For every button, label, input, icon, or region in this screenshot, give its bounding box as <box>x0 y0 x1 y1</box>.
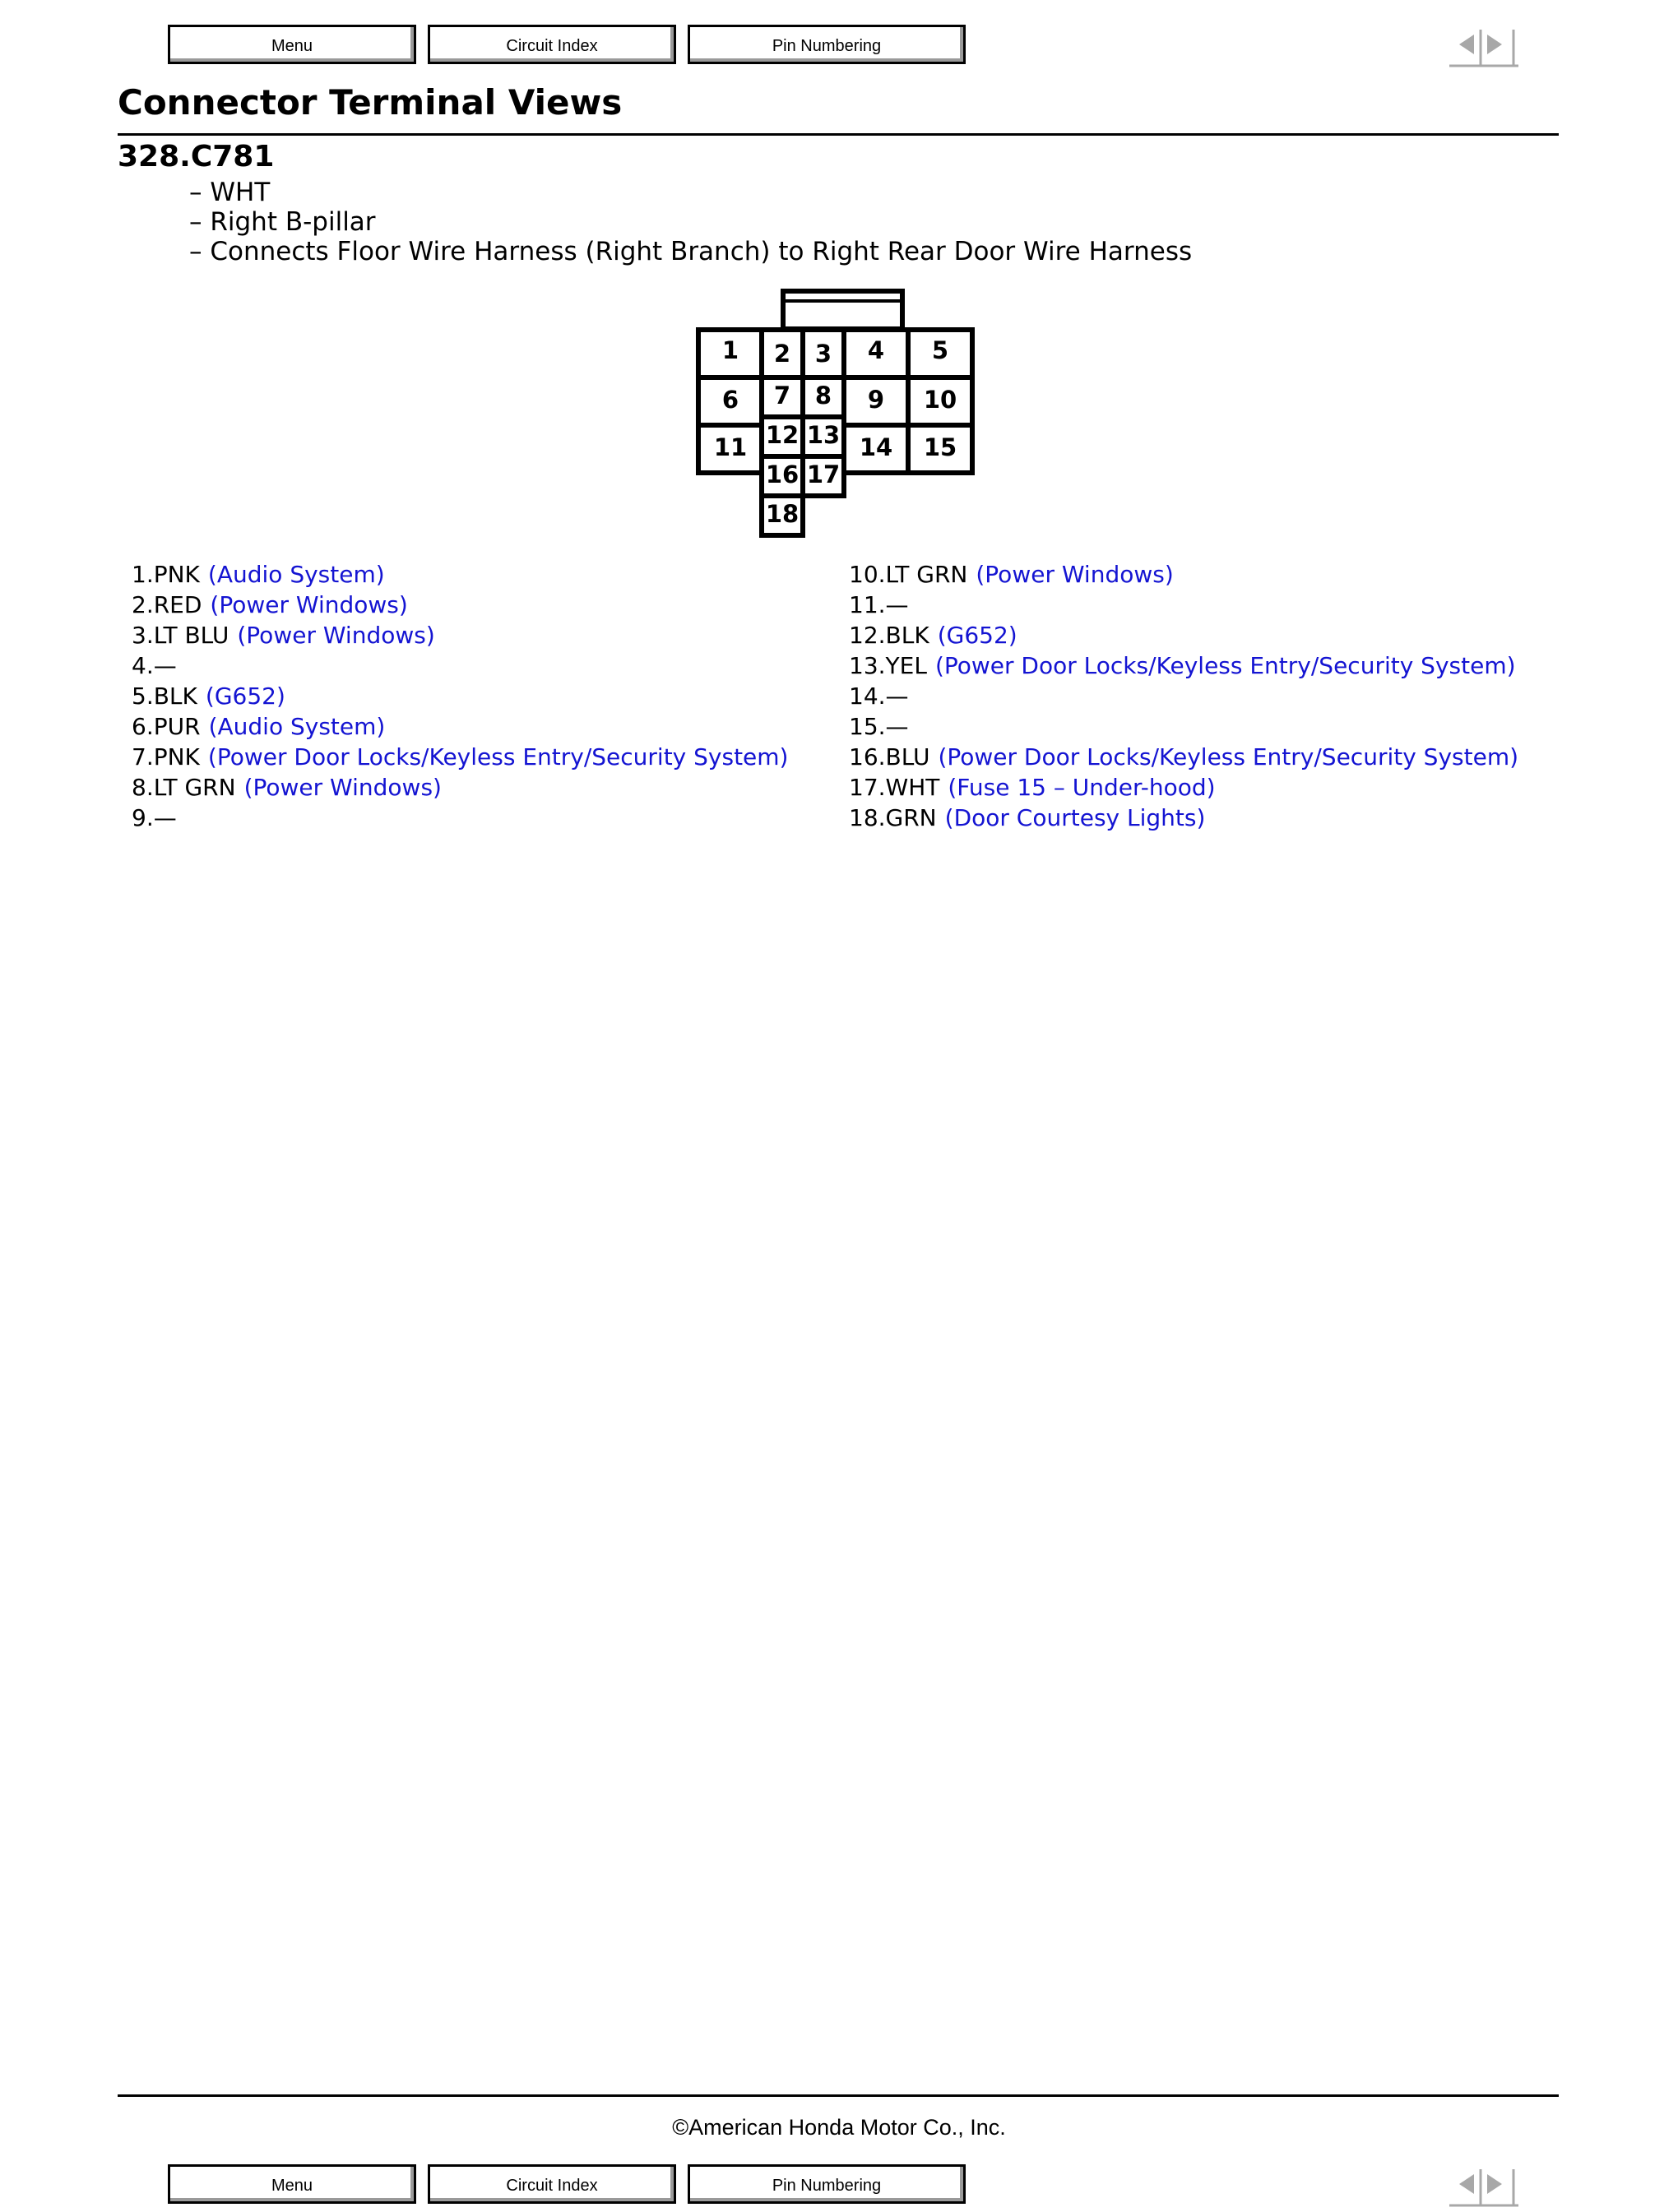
cavity-2: 2 <box>773 340 791 368</box>
circuit-link[interactable]: (Power Windows) <box>976 561 1174 588</box>
pin-label: 14.— <box>849 683 909 710</box>
pin-row <box>132 683 285 710</box>
cavity-15: 15 <box>923 433 957 461</box>
menu-button[interactable]: Menu <box>168 25 416 64</box>
pin-label: 1.PNK <box>132 561 200 588</box>
pin-numbering-button[interactable]: Pin Numbering <box>688 2164 966 2204</box>
pin-row <box>132 591 408 618</box>
pin-label: 2.RED <box>132 591 202 618</box>
cavity-7: 7 <box>773 382 791 410</box>
pin-row <box>132 774 442 801</box>
pin-row <box>132 652 177 679</box>
cavity-8: 8 <box>814 382 832 410</box>
prev-page-icon[interactable] <box>1459 30 1481 66</box>
pin-label: 10.LT GRN <box>849 561 968 588</box>
cavity-4: 4 <box>867 336 885 364</box>
cavity-11: 11 <box>713 433 748 461</box>
cavity-9: 9 <box>867 386 885 414</box>
connector-location: – Right B-pillar <box>189 207 376 237</box>
cavity-1: 1 <box>721 336 739 364</box>
next-page-icon[interactable] <box>1449 30 1518 66</box>
page-arrows <box>1449 2166 1518 2209</box>
pin-row <box>849 591 909 618</box>
pin-row <box>132 804 177 831</box>
pin-row <box>849 652 1516 679</box>
pin-label: 4.— <box>132 652 177 679</box>
cavity-5: 5 <box>931 336 949 364</box>
cavity-13: 13 <box>806 421 841 449</box>
next-page-icon[interactable] <box>1449 2169 1518 2205</box>
pin-label: 8.LT GRN <box>132 774 236 801</box>
pin-row <box>132 743 788 770</box>
cavity-17: 17 <box>806 460 841 488</box>
cavity-3: 3 <box>814 340 832 368</box>
pin-label: 17.WHT <box>849 774 940 801</box>
pin-label: 16.BLU <box>849 743 930 770</box>
pin-label: 11.— <box>849 591 909 618</box>
circuit-link[interactable]: (G652) <box>205 683 285 710</box>
pin-row <box>849 561 1174 588</box>
circuit-link[interactable]: (Power Door Locks/Keyless Entry/Security System) <box>207 743 789 770</box>
pin-row <box>132 622 435 649</box>
pin-row <box>849 713 909 740</box>
pin-label: 6.PUR <box>132 713 201 740</box>
connector-face-diagram <box>691 288 987 543</box>
cavity-16: 16 <box>765 460 800 488</box>
pin-row <box>849 774 1216 801</box>
pin-row <box>849 743 1518 770</box>
circuit-link[interactable]: (Power Windows) <box>210 591 408 618</box>
pin-label: 15.— <box>849 713 909 740</box>
pin-row <box>849 622 1017 649</box>
cavity-18: 18 <box>765 500 800 528</box>
circuit-link[interactable]: (Power Door Locks/Keyless Entry/Security System) <box>938 743 1519 770</box>
circuit-link[interactable]: (G652) <box>937 622 1017 649</box>
connector-id: 328.C781 <box>118 140 275 174</box>
page-title: Connector Terminal Views <box>118 82 623 123</box>
footer-divider <box>118 2094 1559 2097</box>
copyright: ©American Honda Motor Co., Inc. <box>672 2115 1006 2140</box>
pin-label: 9.— <box>132 804 177 831</box>
cavity-12: 12 <box>765 421 800 449</box>
circuit-link[interactable]: (Power Windows) <box>237 622 435 649</box>
circuit-link[interactable]: (Audio System) <box>207 561 385 588</box>
pin-numbering-button[interactable]: Pin Numbering <box>688 25 966 64</box>
cavity-10: 10 <box>923 386 957 414</box>
pin-row <box>132 713 385 740</box>
connector-color: – WHT <box>189 178 271 207</box>
circuit-link[interactable]: (Power Windows) <box>243 774 442 801</box>
circuit-link[interactable]: (Fuse 15 – Under-hood) <box>948 774 1216 801</box>
circuit-link[interactable]: (Audio System) <box>208 713 386 740</box>
title-divider <box>118 133 1559 136</box>
pin-label: 5.BLK <box>132 683 197 710</box>
cavity-14: 14 <box>859 433 893 461</box>
pin-label: 18.GRN <box>849 804 937 831</box>
circuit-index-button[interactable]: Circuit Index <box>428 25 676 64</box>
pin-label: 3.LT BLU <box>132 622 229 649</box>
pin-label: 12.BLK <box>849 622 929 649</box>
pin-label: 7.PNK <box>132 743 200 770</box>
menu-button[interactable]: Menu <box>168 2164 416 2204</box>
pin-label: 13.YEL <box>849 652 927 679</box>
pin-row <box>132 561 385 588</box>
page-arrows <box>1449 26 1518 69</box>
circuit-index-button[interactable]: Circuit Index <box>428 2164 676 2204</box>
pin-row <box>849 683 909 710</box>
circuit-link[interactable]: (Power Door Locks/Keyless Entry/Security System) <box>934 652 1516 679</box>
connector-connects: – Connects Floor Wire Harness (Right Branch) to Right Rear Door Wire Harness <box>189 237 1193 266</box>
circuit-link[interactable]: (Door Courtesy Lights) <box>944 804 1206 831</box>
prev-page-icon[interactable] <box>1459 2169 1481 2205</box>
pin-row <box>849 804 1205 831</box>
cavity-6: 6 <box>721 386 739 414</box>
